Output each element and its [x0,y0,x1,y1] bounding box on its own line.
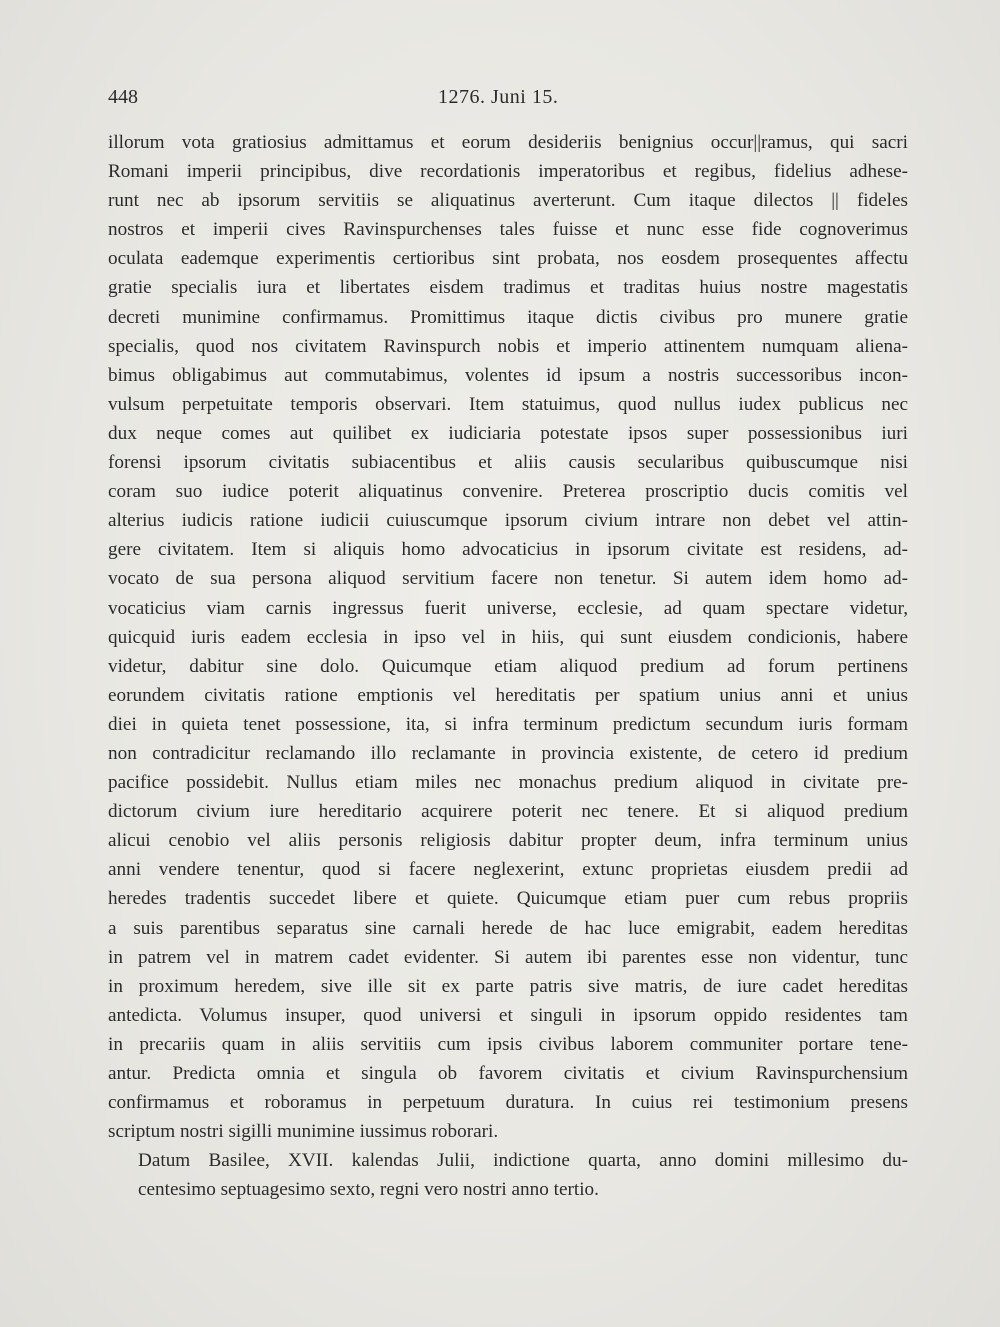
text-line: forensi ipsorum civitatis subiacentibus et aliis causis secularibus quibuscumque nisi [108,452,908,474]
body-text [108,128,908,1204]
text-line: Datum Basilee, XVII. kalendas Julii, indictione quarta, anno domini millesimo du- [138,1150,908,1172]
text-line: illorum vota gratiosius admittamus et eorum desideriis benignius occur||ramus, qui sacri [108,132,908,153]
text-line: a suis parentibus separatus sine carnali herede de hac luce emigrabit, eadem hereditas [108,917,908,939]
text-line: gratie specialis iura et libertates eisdem tradimus et traditas huius nostre magestatis [108,277,908,299]
text-line: bimus obligabimus aut commutabimus, volentes id ipsum a nostris successoribus incon- [108,364,908,386]
text-line: dux neque comes aut quilibet ex iudiciaria potestate ipsos super possessionibus iuri [108,422,908,444]
page-header [108,86,908,116]
text-line: vulsum perpetuitate temporis observari. Item statuimus, quod nullus iudex publicus nec [108,393,908,415]
text-line: in patrem vel in matrem cadet evidenter. Si autem ibi parentes esse non videntur, tunc [108,946,908,968]
text-line: in precariis quam in aliis servitiis cum ipsis civibus laborem communiter portare tene- [108,1033,908,1055]
text-line: vocaticius viam carnis ingressus fuerit universe, ecclesie, ad quam spectare videtur, [108,597,908,619]
text-line: coram suo iudice poterit aliquatinus convenire. Preterea proscriptio ducis comitis vel [108,481,908,503]
paragraph-main [108,128,908,1146]
text-line: antedicta. Volumus insuper, quod universi et singuli in ipsorum oppido residentes tam [108,1004,908,1026]
text-line: specialis, quod nos civitatem Ravinspurch nobis et imperio attinentem numquam aliena- [108,335,908,357]
text-line: centesimo septuagesimo sexto, regni vero nostri anno tertio. [138,1179,599,1201]
text-line: eorundem civitatis ratione emptionis vel hereditatis per spatium unius anni et unius [108,684,908,706]
text-line: nostros et imperii cives Ravinspurchenses tales fuisse et nunc esse fide cognoverimus [108,219,908,241]
text-line: Romani imperii principibus, dive recordationis imperatoribus et regibus, fidelius adhese- [108,161,908,183]
paragraph-datum [108,1146,908,1204]
text-line: heredes tradentis succedet libere et quiete. Quicumque etiam puer cum rebus propriis [108,888,908,910]
text-line: runt nec ab ipsorum servitiis se aliquatinus averterunt. Cum itaque dilectos || fideles [108,190,908,212]
text-line: decreti munimine confirmamus. Promittimus itaque dictis civibus pro munere gratie [108,306,908,328]
text-line: pacifice possidebit. Nullus etiam miles nec monachus predium aliquod in civitate pre- [108,772,908,794]
text-line: in proximum heredem, sive ille sit ex parte patris sive matris, de iure cadet hereditas [108,975,908,997]
text-line: antur. Predicta omnia et singula ob favorem civitatis et civium Ravinspurchensium [108,1063,908,1084]
running-head: 1276. Juni 15. [438,86,559,108]
text-line: dictorum civium iure hereditario acquirere poterit nec tenere. Et si aliquod predium [108,801,908,823]
text-line: oculata eademque experimentis certioribus sint probata, nos eosdem prosequentes affectu [108,248,908,270]
text-line: confirmamus et roboramus in perpetuum duratura. In cuius rei testimonium presens [108,1092,908,1114]
text-line: videtur, dabitur sine dolo. Quicumque etiam aliquod predium ad forum pertinens [108,655,908,677]
text-line: anni vendere tenentur, quod si facere neglexerint, extunc proprietas eiusdem predii ad [108,859,908,881]
text-line: gere civitatem. Item si aliquis homo advocaticius in ipsorum civitate est residens, ad- [108,539,908,561]
text-line: vocato de sua persona aliquod servitium facere non tenetur. Si autem idem homo ad- [108,568,908,590]
text-line: alterius iudicis ratione iudicii cuiuscumque ipsorum civium intrare non debet vel attin- [108,510,908,532]
text-line: non contradicitur reclamando illo reclamante in provincia existente, de cetero id predium [108,742,908,764]
text-line: alicui cenobio vel aliis personis religiosis dabitur propter deum, infra terminum unius [108,830,908,852]
text-line: diei in quieta tenet possessione, ita, si infra terminum predictum secundum iuris formam [108,713,908,735]
text-line: scriptum nostri sigilli munimine iussimus roborari. [108,1121,499,1143]
page-number: 448 [108,86,138,108]
text-line: quicquid iuris eadem ecclesia in ipso vel in hiis, qui sunt eiusdem condicionis, habere [108,626,908,648]
